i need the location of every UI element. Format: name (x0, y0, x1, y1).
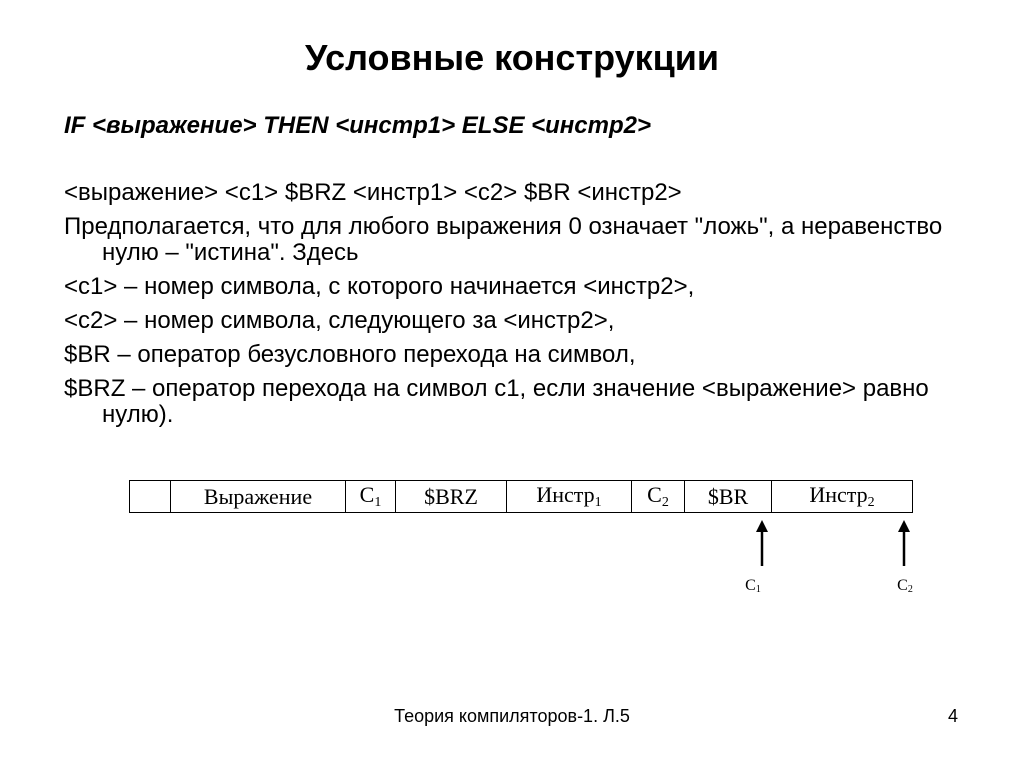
table-cell-c2: $C_2$ (632, 481, 685, 513)
up-arrow-icon (754, 520, 770, 566)
paragraph-br-definition: $BR – оператор безусловного перехода на символ, (64, 341, 636, 368)
pointer-label-c1: $C_1$ (745, 577, 761, 595)
table-cell-instr1: Инстр$_1$ (507, 481, 632, 513)
footer-course-title: Теория компиляторов-1. Л.5 (394, 706, 630, 726)
syntax-line: IF <выражение> THEN <инстр1> ELSE <инстр2> (64, 112, 652, 139)
table-cell-brz: $BRZ (396, 481, 507, 513)
slide-title: Условные конструкции (304, 37, 720, 78)
code-layout-table (129, 480, 913, 513)
table-cell-empty (130, 481, 171, 513)
table-cell-c1: $C_1$ (346, 481, 396, 513)
body-text (64, 180, 964, 436)
table-row (130, 481, 913, 513)
table-cell-instr2: Инстр$_2$ (772, 481, 913, 513)
table-cell-expression: Выражение (171, 481, 346, 513)
paragraph-c2-definition: <с2> – номер символа, следующего за <инстр2>, (64, 307, 615, 334)
table-cell-br: $BR (685, 481, 772, 513)
up-arrow-icon (896, 520, 912, 566)
pointer-label-c2: $C_2$ (897, 577, 913, 595)
paragraph-assumption: Предполагается, что для любого выражения 0 означает "ложь", а неравенство нулю – "истина". Здесь (64, 213, 943, 266)
page-number: 4 (948, 706, 959, 726)
paragraph-code-layout: <выражение> <с1> $BRZ <инстр1> <с2> $BR <инстр2> (64, 179, 682, 206)
paragraph-c1-definition: <с1> – номер символа, с которого начинается <инстр2>, (64, 273, 695, 300)
paragraph-brz-definition: $BRZ – оператор перехода на символ с1, если значение <выражение> равно нулю). (64, 375, 929, 428)
